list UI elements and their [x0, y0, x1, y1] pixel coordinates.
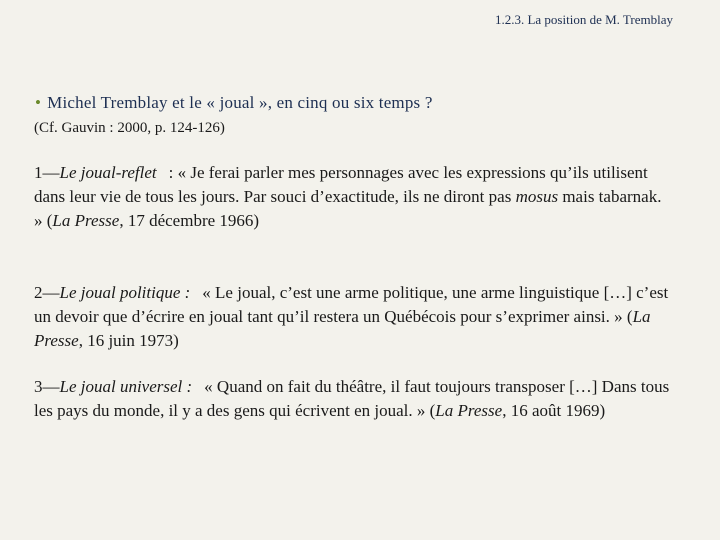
item-number: 1— — [34, 163, 60, 182]
item-separator: : — [168, 163, 174, 182]
bullet-dot-icon: • — [35, 93, 42, 112]
item-joual-universel — [34, 375, 674, 423]
item-number: 2— — [34, 283, 60, 302]
item-joual-reflet — [34, 161, 674, 233]
item-label: Le joual politique : — [59, 283, 191, 302]
section-header: 1.2.3. La position de M. Tremblay — [494, 12, 673, 27]
item-date: , 16 août 1969) — [502, 401, 606, 420]
item-source: La Presse — [34, 307, 651, 350]
item-date: , 16 juin 1973) — [78, 331, 179, 350]
item-quote-part-b: mais tabarnak. » ( — [34, 187, 662, 230]
item-quote: « Quand on fait du théâtre, il faut toujours transposer […] Dans tous les pays du monde, il y a des gens qui écrivent en joual. » ( — [34, 377, 670, 420]
item-label: Le joual universel : — [59, 377, 193, 396]
item-label: Le joual-reflet — [59, 163, 157, 182]
item-quote-italic-word: mosus — [515, 187, 559, 206]
item-source: La Presse — [52, 211, 120, 230]
item-quote: « Le joual, c’est une arme politique, une arme linguistique […] c’est un devoir que d’écrire en joual tant qu’il restera un Québécois pour s’exprimer ainsi. » ( — [34, 283, 669, 326]
item-date: , 17 décembre 1966) — [119, 211, 260, 230]
bullet-heading — [35, 93, 433, 113]
item-number: 3— — [34, 377, 60, 396]
bullet-heading-text: Michel Tremblay et le « joual », en cinq ou six temps ? — [47, 93, 433, 112]
citation-reference: (Cf. Gauvin : 2000, p. 124-126) — [34, 120, 225, 136]
item-source: La Presse — [435, 401, 503, 420]
item-quote-part-a: « Je ferai parler mes personnages avec les expressions qu’ils utilisent dans leur vie de tous les jours. Par souci d’exactitude, ils ne diront pas — [34, 163, 648, 206]
item-joual-politique — [34, 281, 674, 353]
